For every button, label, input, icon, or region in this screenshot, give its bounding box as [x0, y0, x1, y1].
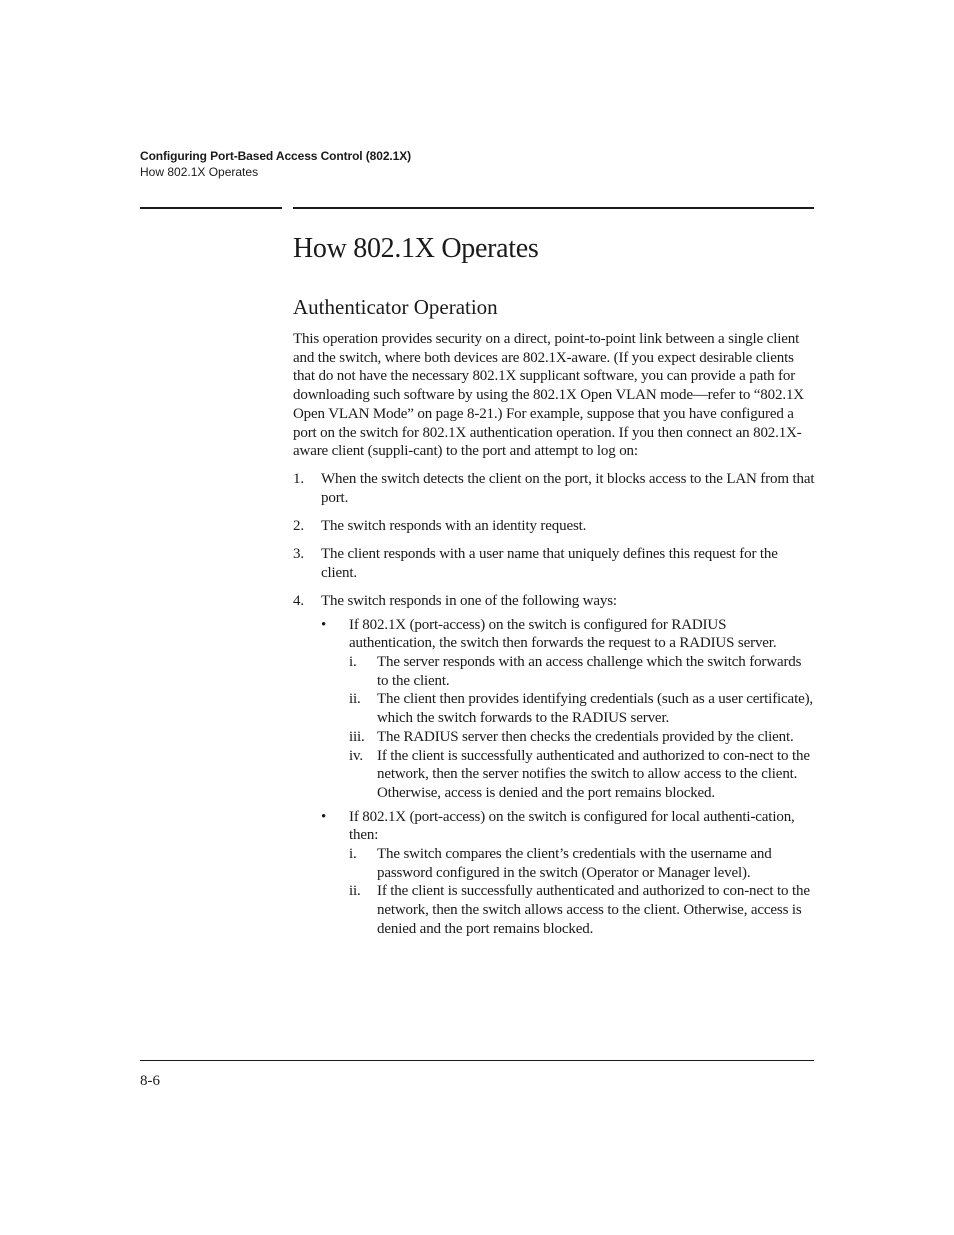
step-text: The switch responds with an identity request.: [321, 517, 587, 534]
sub-list: [349, 653, 815, 803]
sub-item-number: i.: [349, 846, 357, 863]
sub-item-text: If the client is successfully authenticated and authorized to con-nect to the network, then the switch allows access to the client. Otherwise, access is denied and the port remains blocked.: [377, 883, 810, 937]
bullet-item: [321, 808, 815, 939]
sub-item: [349, 882, 815, 938]
sub-item: [349, 690, 815, 727]
bullet-marker: •: [321, 616, 327, 633]
sub-item-text: The RADIUS server then checks the credentials provided by the client.: [377, 728, 794, 745]
page-title: How 802.1X Operates: [293, 233, 539, 264]
step-text: The client responds with a user name that uniquely defines this request for the client.: [321, 546, 778, 581]
sub-item-number: iii.: [349, 728, 365, 745]
section-heading: Authenticator Operation: [293, 295, 498, 319]
page-number: 8-6: [140, 1073, 160, 1089]
sub-item-number: i.: [349, 654, 357, 671]
step-item: [293, 470, 815, 507]
sub-item: [349, 747, 815, 803]
running-header-section: How 802.1X Operates: [140, 165, 259, 179]
sub-item-text: The server responds with an access challenge which the switch forwards to the client.: [377, 654, 802, 689]
bullet-text: If 802.1X (port-access) on the switch is configured for local authenti-cation, then:: [349, 808, 795, 844]
sub-item-number: ii.: [349, 883, 361, 900]
bullet-text: If 802.1X (port-access) on the switch is configured for RADIUS authentication, the switch then forwards the request to a RADIUS server.: [349, 616, 777, 652]
step-number: 2.: [293, 517, 304, 534]
sub-list: [349, 845, 815, 939]
sub-item-text: The client then provides identifying credentials (such as a user certificate), which the switch forwards to the RADIUS server.: [377, 691, 814, 727]
header-rule-left: [140, 207, 282, 209]
step-number: 3.: [293, 546, 304, 563]
sub-item-text: If the client is successfully authenticated and authorized to con-nect to the network, then the server notifies the switch to allow access to the client. Otherwise, access is denied and the port remains blocked.: [377, 747, 810, 801]
intro-paragraph: This operation provides security on a direct, point-to-point link between a single client and the switch, where both devices are 802.1X-aware. (If you expect desirable clients that do not have the necessary 802.1X supplicant software, you can provide a path for downloading such software by using the 802.1X Open VLAN mode—refer to “802.1X Open VLAN Mode” on page 8-21.) For example, suppose that you have configured a port on the switch for 802.1X authentication operation. If you then connect an 802.1X-aware client (suppli-cant) to the port and attempt to log on:: [293, 331, 804, 460]
sub-item: [349, 845, 815, 882]
sub-item: [349, 653, 815, 690]
step-number: 4.: [293, 592, 304, 609]
bullet-list: [321, 616, 815, 939]
sub-item-number: iv.: [349, 747, 363, 764]
sub-item-text: The switch compares the client’s credentials with the username and password configured in the switch (Operator or Manager level).: [377, 846, 772, 881]
sub-item-number: ii.: [349, 691, 361, 708]
sub-item: [349, 728, 815, 747]
step-text: The switch responds in one of the following ways:: [321, 592, 617, 609]
steps-list: [293, 470, 815, 939]
step-item: [293, 517, 815, 536]
bullet-item: [321, 616, 815, 803]
step-item: [293, 545, 815, 582]
bullet-marker: •: [321, 808, 327, 825]
header-rule-right: [293, 207, 814, 209]
step-number: 1.: [293, 470, 304, 487]
running-header: [140, 148, 411, 180]
step-text: When the switch detects the client on the port, it blocks access to the LAN from that port.: [321, 470, 815, 506]
step-item: [293, 592, 815, 939]
main-content: [293, 228, 815, 948]
footer-rule: [140, 1060, 814, 1061]
running-header-chapter: Configuring Port-Based Access Control (802.1X): [140, 149, 412, 163]
